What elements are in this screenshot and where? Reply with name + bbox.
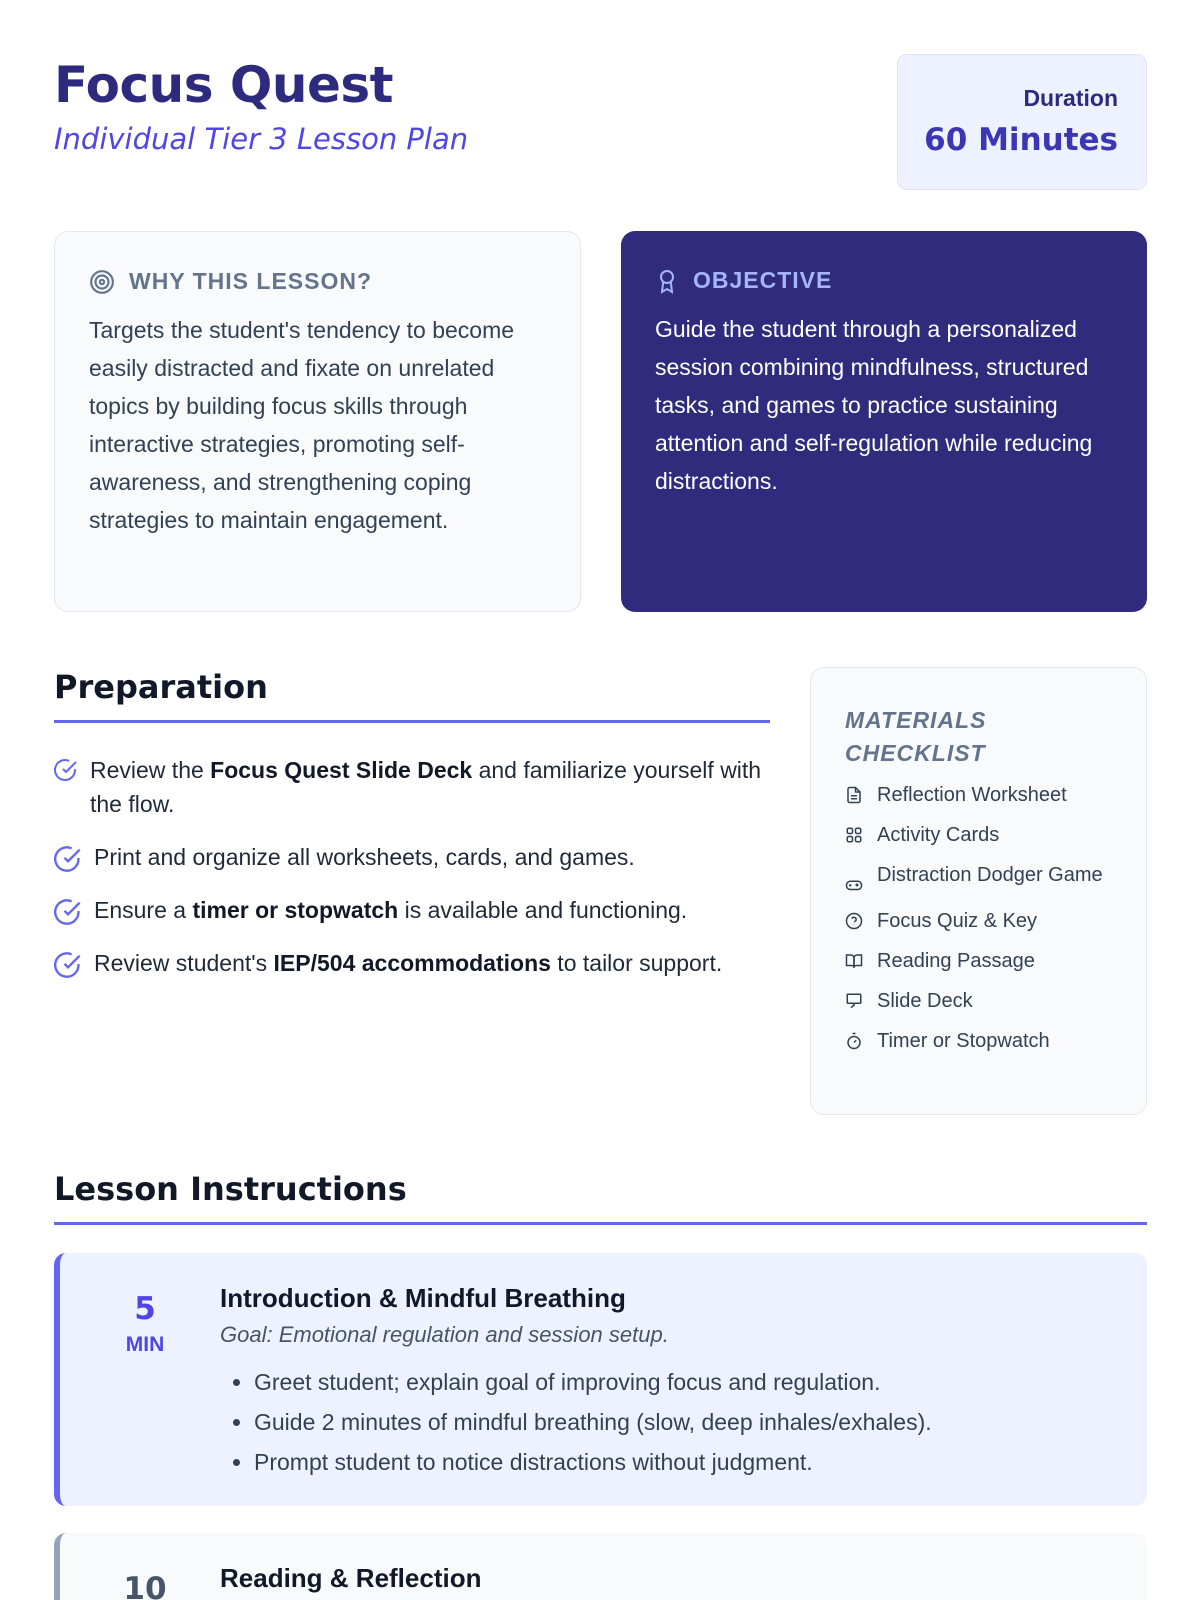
why-this-lesson-card [54,231,581,612]
duration-label: Duration [1023,85,1118,111]
step-duration [110,1291,180,1357]
preparation-item [54,840,770,874]
materials-item: Timer or Stopwatch [845,1028,1112,1054]
preparation-item-text: Ensure a timer or stopwatch is available and functioning. [94,897,688,923]
materials-item: Reading Passage [845,948,1112,974]
book-open-icon [845,952,863,970]
grid-icon [845,826,863,844]
why-heading-row [89,268,546,295]
award-icon [655,268,679,294]
check-circle-icon [54,951,82,979]
step-goal: Goal: Emotional regulation and session setup. [220,1322,669,1347]
preparation-title: Preparation [54,668,770,723]
check-circle-icon [54,758,78,782]
objective-text: Guide the student through a personalized session combining mindfulness, structured tasks, and games to practice sustaining attention and self-regulation while reducing distractions. [655,316,1093,494]
instruction-step [54,1533,1147,1600]
check-circle-icon [54,898,82,926]
duration-badge [897,54,1147,190]
preparation-item [54,946,770,980]
instruction-step [54,1253,1147,1506]
materials-item: Activity Cards [845,822,1112,848]
materials-list [845,782,1112,1054]
duration-value: 60 Minutes [924,122,1118,158]
step-title: Introduction & Mindful Breathing [220,1283,626,1313]
preparation-list [54,753,770,980]
check-circle-icon [54,845,82,873]
step-minutes-unit: MIN [125,1333,165,1356]
preparation-item-text: Review student's IEP/504 accommodations to tailor support. [94,950,723,976]
step-bullet: • Greet student; explain goal of improving focus and regulation. [254,1362,1120,1402]
preparation-item [54,893,770,927]
stopwatch-icon [845,1032,863,1050]
preparation-item-text: Print and organize all worksheets, cards, and games. [94,844,635,870]
objective-card [621,231,1147,612]
step-bullet: • Prompt student to notice distractions without judgment. [254,1442,1120,1482]
materials-title: MATERIALS CHECKLIST [845,707,987,766]
help-circle-icon [845,912,863,930]
objective-heading: OBJECTIVE [693,267,833,293]
preparation-section [54,668,770,999]
materials-item: Distraction Dodger Game [845,862,1112,894]
page-subtitle: Individual Tier 3 Lesson Plan [54,122,469,156]
why-text: Targets the student's tendency to become easily distracted and fixate on unrelated topics by building focus skills through interactive strategies, promoting self-awareness, and strengthening coping strategies to maintain engagement. [89,317,515,533]
target-icon [89,269,115,295]
materials-item: Reflection Worksheet [845,782,1112,808]
step-minutes: 10 [123,1571,167,1600]
step-minutes: 5 [134,1291,156,1327]
step-bullet-list [220,1362,1120,1482]
step-body [220,1563,1120,1594]
lesson-header [54,50,1147,200]
preparation-item-text: Review the Focus Quest Slide Deck and familiarize yourself with the flow. [90,757,762,817]
objective-heading-row [655,267,1113,294]
step-body [220,1283,1120,1482]
lesson-instructions-title: Lesson Instructions [54,1170,1147,1225]
page-title: Focus Quest [54,56,394,114]
presentation-icon [845,992,863,1010]
preparation-item [54,753,770,821]
materials-item: Focus Quiz & Key [845,908,1112,934]
why-heading: WHY THIS LESSON? [129,268,373,294]
step-title: Reading & Reflection [220,1563,482,1593]
lesson-instructions-section [54,1170,1147,1225]
materials-item: Slide Deck [845,988,1112,1014]
materials-checklist [810,667,1147,1115]
gamepad-icon [845,876,863,894]
file-text-icon [845,786,863,804]
step-bullet: • Guide 2 minutes of mindful breathing (slow, deep inhales/exhales). [254,1402,1120,1442]
step-duration [110,1571,180,1600]
